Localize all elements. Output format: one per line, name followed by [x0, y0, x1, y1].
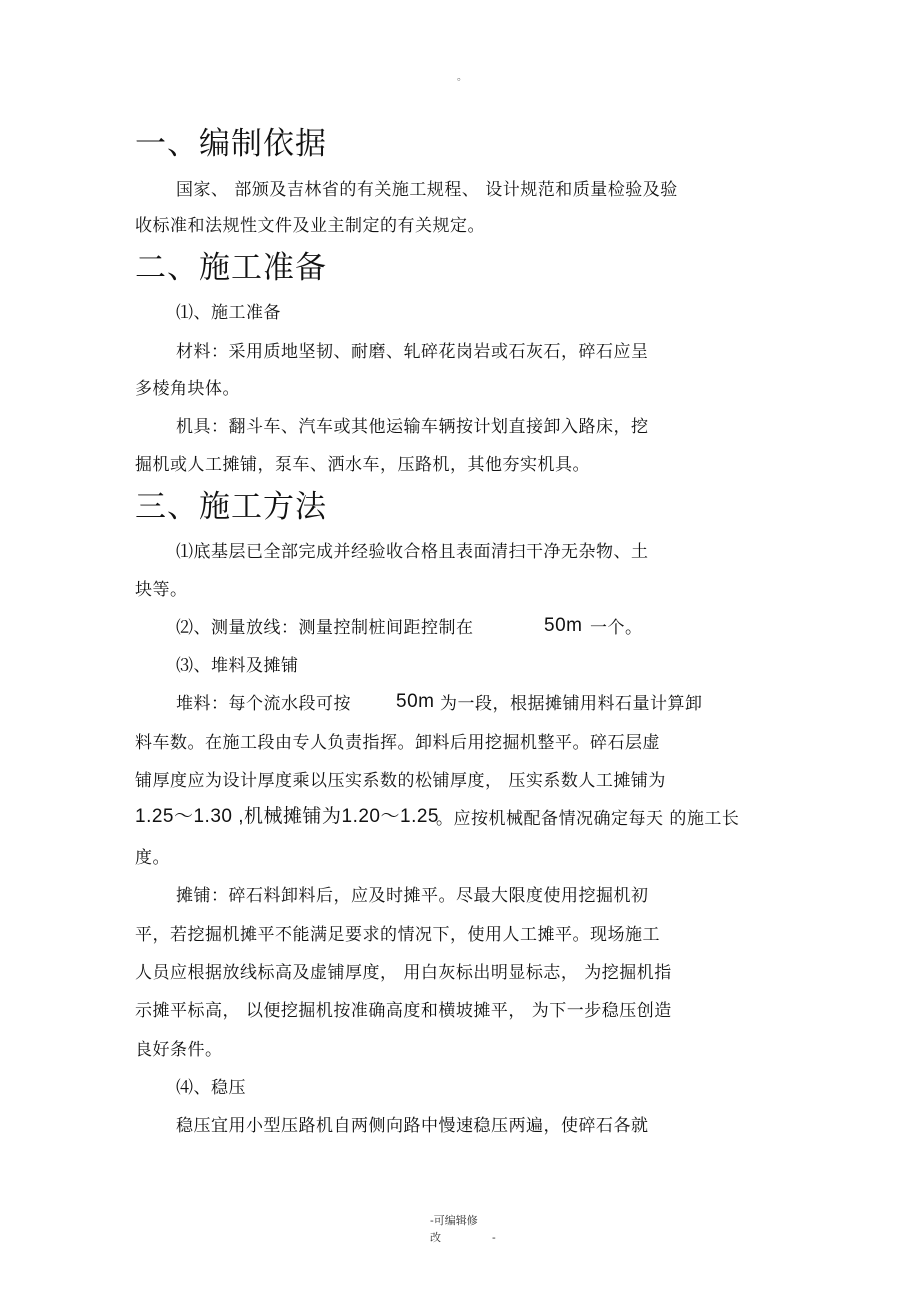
paragraph-line: 块等。 [135, 580, 188, 600]
footer-dash: - [492, 1231, 496, 1244]
paragraph-line: 掘机或人工摊铺，泵车、洒水车，压路机，其他夯实机具。 [135, 455, 590, 475]
section-title-method: 三、施工方法 [135, 489, 327, 525]
paragraph-line: 示摊平标高， 以便挖掘机按准确高度和横坡摊平， 为下一步稳压创造 [135, 1001, 672, 1021]
paragraph-line: 摊铺：碎石料卸料后，应及时摊平。尽最大限度使用挖掘机初 [176, 886, 649, 906]
section-title-basis: 一、编制依据 [135, 126, 327, 162]
compaction-factor-values: 1.25～1.30 ,机械摊铺为1.20～1.25 [135, 806, 439, 827]
paragraph-line: 铺厚度应为设计厚度乘以压实系数的松铺厚度， 压实系数人工摊铺为 [135, 771, 666, 791]
section-title-preparation: 二、施工准备 [135, 250, 327, 286]
paragraph-line: 。应按机械配备情况确定每天 的施工长 [436, 809, 740, 829]
paragraph-line: 堆料：每个流水段可按 [176, 694, 351, 714]
subheading-stabilize: ⑷、稳压 [176, 1078, 246, 1098]
paragraph-line: 平，若挖掘机摊平不能满足要求的情况下，使用人工摊平。现场施工 [135, 925, 660, 945]
paragraph-line: 为一段，根据摊铺用料石量计算卸 [440, 694, 703, 714]
subheading-preparation: ⑴、施工准备 [176, 303, 281, 323]
header-mark: 。 [457, 72, 467, 83]
footer-editable-note: -可编辑修 [430, 1214, 478, 1227]
paragraph-line: ⑴底基层已全部完成并经验收合格且表面清扫干净无杂物、土 [176, 542, 649, 562]
paragraph-line: 稳压宜用小型压路机自两侧向路中慢速稳压两遍，使碎石各就 [176, 1116, 649, 1136]
paragraph-line: 一个。 [590, 618, 643, 638]
distance-value: 50m [544, 615, 583, 636]
paragraph-line: 收标准和法规性文件及业主制定的有关规定。 [135, 216, 485, 236]
segment-length-value: 50m [396, 691, 435, 712]
paragraph-line: 多棱角块体。 [135, 379, 240, 399]
footer-editable-note-cont: 改 [430, 1231, 441, 1244]
paragraph-line: 材料：采用质地坚韧、耐磨、轧碎花岗岩或石灰石，碎石应呈 [176, 342, 649, 362]
paragraph-line: 国家、 部颁及吉林省的有关施工规程、 设计规范和质量检验及验 [176, 180, 678, 200]
subheading-stockpile: ⑶、堆料及摊铺 [176, 656, 299, 676]
paragraph-line: 度。 [135, 848, 170, 868]
paragraph-line: 料车数。在施工段由专人负责指挥。卸料后用挖掘机整平。碎石层虚 [135, 733, 660, 753]
paragraph-line: 良好条件。 [135, 1040, 223, 1060]
paragraph-line: 人员应根据放线标高及虚铺厚度， 用白灰标出明显标志， 为挖掘机指 [135, 963, 672, 983]
paragraph-line: ⑵、测量放线：测量控制桩间距控制在 [176, 618, 474, 638]
paragraph-line: 机具：翻斗车、汽车或其他运输车辆按计划直接卸入路床，挖 [176, 417, 649, 437]
